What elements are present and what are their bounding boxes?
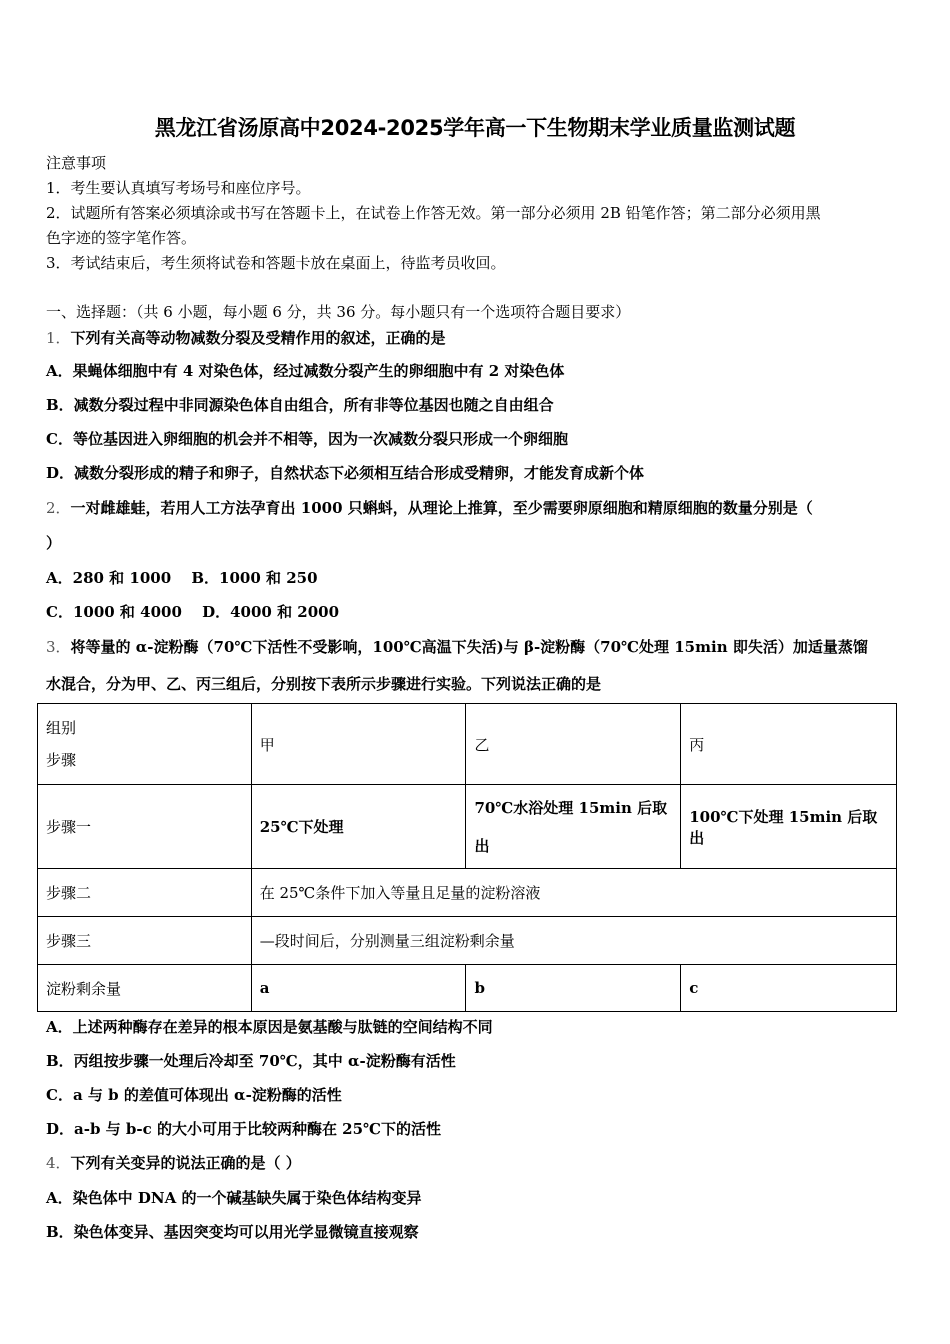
q3-option-b: B．丙组按步骤一处理后冷却至 70℃，其中 α-淀粉酶有活性 [46, 1052, 456, 1070]
row-label-starch-remaining: 淀粉剩余量 [38, 965, 252, 1012]
notice-item-2-cont: 色字迹的签字笔作答。 [46, 229, 197, 247]
notice-item-3: 3．考试结束后，考生须将试卷和答题卡放在桌面上，待监考员收回。 [46, 254, 506, 272]
cell-step1-yi [466, 785, 681, 869]
q3-option-c: C．a 与 b 的差值可体现出 α-淀粉酶的活性 [46, 1086, 342, 1104]
header-group-label: 组别 [46, 719, 77, 737]
cell-step2-content: 在 25℃条件下加入等量且足量的淀粉溶液 [251, 869, 896, 917]
q1-option-c: C．等位基因进入卵细胞的机会并不相等，因为一次减数分裂只形成一个卵细胞 [46, 430, 568, 448]
col-header-jia: 甲 [251, 704, 466, 785]
q4-option-a: A．染色体中 DNA 的一个碱基缺失属于染色体结构变异 [46, 1189, 422, 1207]
col-header-yi: 乙 [466, 704, 681, 785]
table-row [38, 785, 897, 869]
q2-options-row-2: C．1000 和 4000 D．4000 和 2000 [46, 603, 340, 621]
table-row [38, 704, 897, 785]
cell-remaining-jia: a [251, 965, 466, 1012]
row-label-step1: 步骤一 [38, 785, 252, 869]
page-title: 黑龙江省汤原高中2024-2025学年高一下生物期末学业质量监测试题 [154, 116, 796, 140]
question-number: 3． [46, 638, 71, 656]
q4-option-b: B．染色体变异、基因突变均可以用光学显微镜直接观察 [46, 1223, 419, 1241]
header-step-label: 步骤 [46, 751, 77, 769]
cell-step3-content: —段时间后，分别测量三组淀粉剩余量 [251, 917, 896, 965]
cell-step1-yi-line1: 70℃水浴处理 15min 后取 [474, 798, 668, 817]
table-corner-cell [38, 704, 252, 785]
question-3-stem [46, 636, 868, 657]
question-text: 将等量的 α-淀粉酶（70℃下活性不受影响，100℃高温下失活)与 β-淀粉酶（70℃处理 15min 即失活）加适量蒸馏 [70, 638, 868, 656]
q2-options-row-1: A．280 和 1000 B．1000 和 250 [46, 569, 318, 587]
question-number: 2． [46, 499, 71, 517]
experiment-table [37, 703, 897, 1012]
question-3-stem-cont: 水混合，分为甲、乙、丙三组后，分别按下表所示步骤进行实验。下列说法正确的是 [46, 675, 602, 693]
table-row [38, 917, 897, 965]
notice-heading: 注意事项 [46, 154, 107, 172]
question-1-stem [46, 327, 446, 348]
row-label-step2: 步骤二 [38, 869, 252, 917]
question-text: 下列有关变异的说法正确的是（ ） [70, 1154, 301, 1172]
question-2-stem [46, 497, 813, 518]
cell-remaining-yi: b [466, 965, 681, 1012]
question-number: 4． [46, 1154, 71, 1172]
q3-option-a: A．上述两种酶存在差异的根本原因是氨基酸与肽链的空间结构不同 [46, 1018, 493, 1036]
q1-option-b: B．减数分裂过程中非同源染色体自由组合，所有非等位基因也随之自由组合 [46, 396, 554, 414]
q3-option-d: D．a-b 与 b-c 的大小可用于比较两种酶在 25℃下的活性 [46, 1120, 442, 1138]
cell-remaining-bing: c [681, 965, 897, 1012]
question-text: 一对雌雄蛙，若用人工方法孕育出 1000 只蝌蚪，从理论上推算，至少需要卵原细胞和精原细胞的数量分别是（ [70, 499, 813, 517]
row-label-step3: 步骤三 [38, 917, 252, 965]
question-number: 1． [46, 329, 71, 347]
cell-step1-yi-line2: 出 [474, 836, 490, 855]
notice-item-2: 2．试题所有答案必须填涂或书写在答题卡上，在试卷上作答无效。第一部分必须用 2B 铅笔作答；第二部分必须用黑 [46, 204, 821, 222]
question-2-stem-cont: ） [46, 534, 62, 552]
section-heading: 一、选择题：（共 6 小题，每小题 6 分，共 36 分。每小题只有一个选项符合题目要求） [46, 303, 631, 321]
table-row [38, 965, 897, 1012]
notice-item-1: 1．考生要认真填写考场号和座位序号。 [46, 179, 311, 197]
q1-option-d: D．减数分裂形成的精子和卵子，自然状态下必须相互结合形成受精卵，才能发育成新个体 [46, 464, 645, 482]
cell-step1-jia: 25℃下处理 [251, 785, 466, 869]
question-4-stem [46, 1152, 301, 1173]
q1-option-a: A．果蝇体细胞中有 4 对染色体，经过减数分裂产生的卵细胞中有 2 对染色体 [46, 362, 565, 380]
table-row [38, 869, 897, 917]
col-header-bing: 丙 [681, 704, 897, 785]
question-text: 下列有关高等动物减数分裂及受精作用的叙述，正确的是 [70, 329, 446, 347]
cell-step1-bing: 100℃下处理 15min 后取出 [681, 785, 897, 869]
